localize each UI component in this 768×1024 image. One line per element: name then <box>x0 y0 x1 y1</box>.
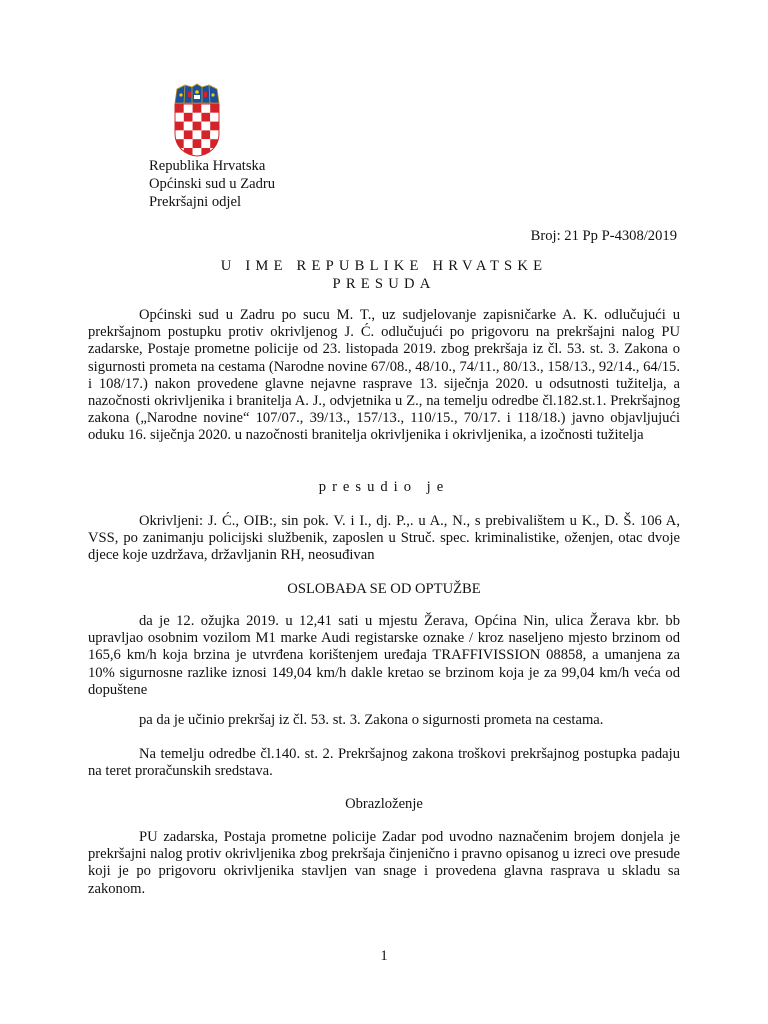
costs-paragraph: Na temelju odredbe čl.140. st. 2. Prekršajnog zakona troškovi prekršajnog postupka padaju na teret proračunskih sredstava. <box>88 746 680 780</box>
heading-in-name-of-republic: U IME REPUBLIKE HRVATSKE <box>220 258 548 274</box>
reasoning-paragraph: PU zadarska, Postaja prometne policije Zadar pod uvodno naznačenim brojem donjela je prekršajni nalog protiv okrivljenika zbog prekršaja činjenično i pravno opisanog u izreci ove presude koji je po prigovoru okrivljenika stavljen van snage i provedena glavna rasprava u skladu sa zakonom. <box>88 829 680 897</box>
court-name: Općinski sud u Zadru <box>149 176 276 192</box>
page-number: 1 <box>380 948 388 964</box>
heading-verdict: PRESUDA <box>332 276 436 292</box>
department-name: Prekršajni odjel <box>149 194 242 210</box>
intro-paragraph: Općinski sud u Zadru po sucu M. T., uz sudjelovanje zapisničarke A. K. odlučujući u prekršajnom postupku protiv okrivljenog J. Ć. odlučujući po prigovoru na prekršajni nalog PU zadarske, Postaje prometne policije od 23. listopada 2019. zbog prekršaja iz čl. 53. st. 3. Zakona o sigurnosti prometa na cestama (Narodne novine 67/08., 48/10., 74/11., 80/13., 158/13., 92/14., 64/15. i 108/17.) nakon provedene glavne nejavne rasprave 13. siječnja 2020. u odsutnosti tužitelja, a nazočnosti okrivljenika i branitelja A. J., odvjetnika u Z., na temelju odredbe čl.182.st.1. Prekršajnog zakona („Narodne novine“ 107/07., 39/13., 157/13., 110/15., 70/17. i 118/18.) javno objavljujući oduku 16. siječnja 2020. u nazočnosti branitelja okrivljenika i okrivljenika, a izočnosti tužitelja <box>88 307 680 444</box>
ruling-label: presudio je <box>318 479 450 495</box>
coat-of-arms-icon <box>172 83 222 157</box>
case-number: Broj: 21 Pp P-4308/2019 <box>530 228 677 244</box>
acquittal-heading: OSLOBAĐA SE OD OPTUŽBE <box>287 581 481 597</box>
offense-paragraph: pa da je učinio prekršaj iz čl. 53. st. 3. Zakona o sigurnosti prometa na cestama. <box>139 712 604 728</box>
charge-paragraph: da je 12. ožujka 2019. u 12,41 sati u mjestu Žerava, Općina Nin, ulica Žerava kbr. bb upravljao osobnim vozilom M1 marke Audi registarske oznake / kroz naseljeno mjesto brzinom od 165,6 km/h koja brzina je utvrđena korištenjem uređaja TRAFFIVISSION 08858, a umanjena za 10% sigurnosne razlike iznosi 149,04 km/h dakle kretao se brzinom koja je za 99,04 km/h veća od dopuštene <box>88 613 680 698</box>
reasoning-heading: Obrazloženje <box>345 796 423 812</box>
crown-icon <box>175 84 219 103</box>
defendant-paragraph: Okrivljeni: J. Ć., OIB:, sin pok. V. i I., dj. P.,. u A., N., s prebivalištem u K., D. Š. 106 A, VSS, po zanimanju policijski službenik, zaposlen u Struč. spec. kriminalistike, oženjen, otac dvoje djece koje uzdržava, državljanin RH, neosuđivan <box>88 513 680 564</box>
court-header <box>149 157 275 211</box>
country-name: Republika Hrvatska <box>149 158 266 174</box>
